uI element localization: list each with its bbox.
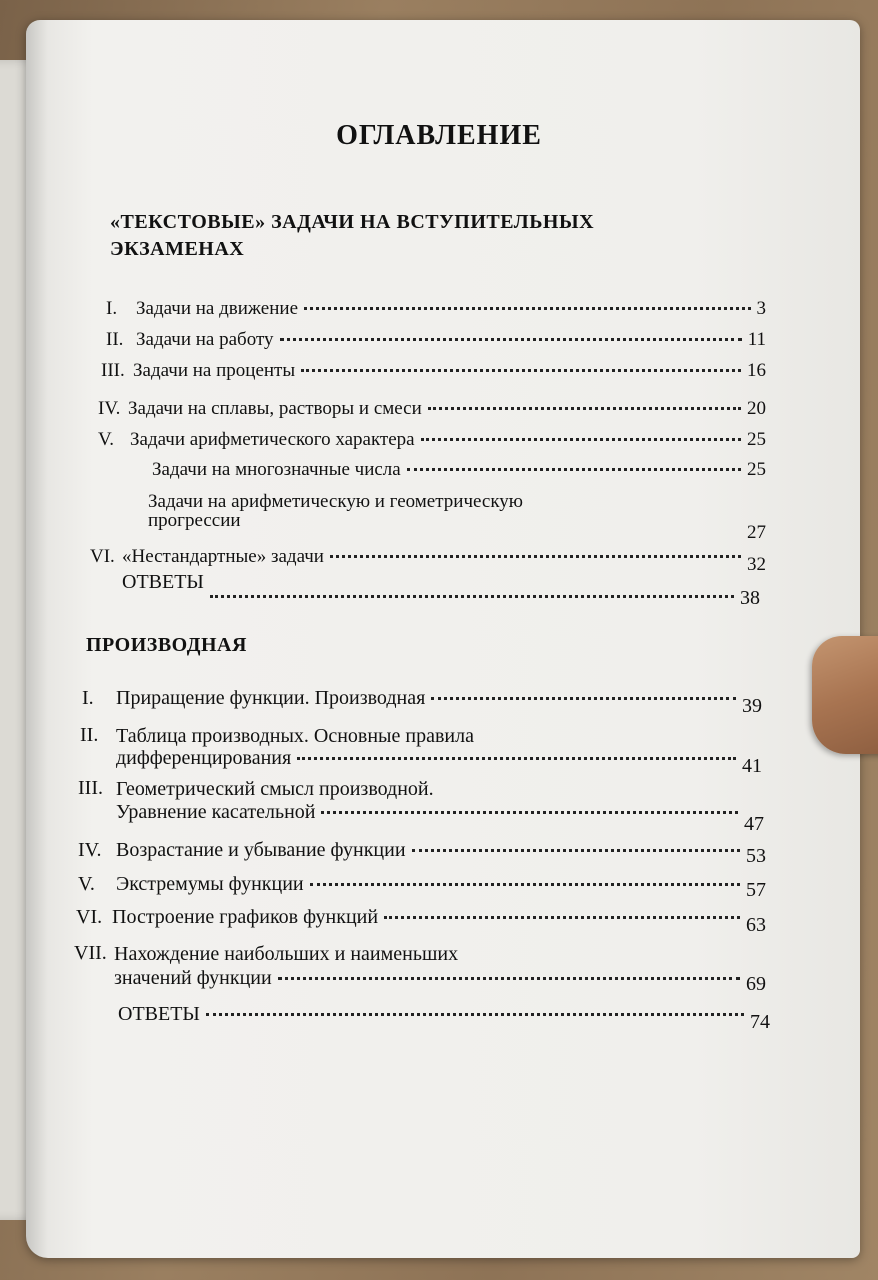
entry-page: 16 bbox=[747, 360, 766, 381]
dot-leader bbox=[384, 915, 740, 919]
entry-title[interactable]: Таблица производных. Основные правила bbox=[116, 725, 474, 747]
entry-title-continued: Уравнение касательной bbox=[116, 801, 316, 823]
entry-title: ОТВЕТЫ bbox=[118, 1003, 200, 1025]
entry-page: 32 bbox=[747, 554, 766, 575]
entry-title: Задачи на проценты bbox=[133, 360, 296, 381]
entry-number: I. bbox=[82, 687, 94, 709]
entry-title: Задачи на многозначные числа bbox=[152, 459, 401, 480]
toc-entry[interactable] bbox=[90, 545, 766, 575]
entry-page: 53 bbox=[746, 845, 766, 867]
entry-title: Задачи на сплавы, растворы и смеси bbox=[128, 398, 422, 419]
dot-leader bbox=[421, 437, 741, 441]
entry-title: Задачи арифметического характера bbox=[130, 429, 415, 450]
entry-number: III. bbox=[101, 360, 125, 381]
entry-title: Задачи на работу bbox=[136, 329, 274, 350]
entry-number: VI. bbox=[90, 546, 115, 567]
entry-page: 57 bbox=[746, 879, 766, 901]
entry-title-continued: прогрессии bbox=[148, 510, 241, 531]
entry-title-continued: значений функции bbox=[114, 967, 272, 989]
entry-page: 41 bbox=[742, 755, 762, 777]
entry-number: II. bbox=[80, 724, 99, 746]
entry-title: Приращение функции. Производная bbox=[116, 687, 426, 709]
section2-heading: ПРОИЗВОДНАЯ bbox=[86, 634, 247, 656]
entry-page: 47 bbox=[744, 813, 764, 835]
toc-entry[interactable] bbox=[106, 328, 766, 352]
dot-leader bbox=[278, 976, 740, 980]
entry-page: 27 bbox=[747, 522, 766, 543]
entry-number: IV. bbox=[78, 839, 102, 861]
toc-entry[interactable] bbox=[82, 686, 762, 717]
dot-leader bbox=[407, 467, 741, 471]
toc-entry[interactable] bbox=[98, 397, 766, 421]
dot-leader bbox=[431, 696, 736, 700]
toc-entry[interactable] bbox=[78, 872, 766, 901]
entry-number: VII. bbox=[74, 942, 107, 964]
dot-leader bbox=[206, 1012, 744, 1016]
toc-entry[interactable] bbox=[98, 428, 766, 452]
entry-title[interactable]: Задачи на арифметическую и геометрическую bbox=[148, 491, 523, 512]
toc-entry[interactable] bbox=[116, 800, 764, 835]
dot-leader bbox=[310, 882, 740, 886]
dot-leader bbox=[297, 756, 736, 760]
thumb bbox=[812, 636, 878, 754]
entry-title: «Нестандартные» задачи bbox=[122, 546, 324, 567]
entry-title: Экстремумы функции bbox=[116, 873, 304, 895]
dot-leader bbox=[280, 337, 742, 341]
toc-entry[interactable] bbox=[114, 966, 766, 995]
entry-number: V. bbox=[78, 873, 95, 895]
toc-entry[interactable] bbox=[76, 905, 766, 936]
entry-title-continued: дифференцирования bbox=[116, 747, 292, 769]
entry-title: Построение графиков функций bbox=[112, 906, 379, 928]
toc-answers[interactable] bbox=[122, 570, 760, 609]
entry-page: 38 bbox=[740, 587, 760, 609]
entry-page: 25 bbox=[747, 459, 766, 480]
entry-page: 25 bbox=[747, 429, 766, 450]
entry-page: 63 bbox=[746, 914, 766, 936]
entry-number: III. bbox=[78, 777, 103, 799]
dot-leader bbox=[321, 810, 738, 814]
section1-heading-line1: «ТЕКСТОВЫЕ» ЗАДАЧИ НА ВСТУПИТЕЛЬНЫХ bbox=[110, 211, 595, 233]
dot-leader bbox=[301, 368, 741, 372]
entry-page: 11 bbox=[747, 329, 766, 350]
toc-entry[interactable] bbox=[116, 746, 762, 777]
page-title: ОГЛАВЛЕНИЕ bbox=[336, 120, 542, 151]
toc-entry[interactable] bbox=[78, 838, 766, 867]
entry-number: IV. bbox=[98, 398, 121, 419]
entry-title[interactable]: Нахождение наибольших и наименьших bbox=[114, 943, 459, 965]
dot-leader bbox=[412, 848, 740, 852]
entry-number: II. bbox=[106, 329, 124, 350]
toc-entry[interactable] bbox=[106, 297, 766, 321]
entry-title: ОТВЕТЫ bbox=[122, 571, 204, 593]
entry-number: V. bbox=[98, 429, 115, 450]
dot-leader bbox=[330, 554, 741, 558]
toc-subentry[interactable] bbox=[152, 458, 766, 482]
entry-page: 39 bbox=[742, 695, 762, 717]
entry-title: Задачи на движение bbox=[136, 298, 299, 319]
entry-title: Возрастание и убывание функции bbox=[116, 839, 406, 861]
entry-page: 69 bbox=[746, 973, 766, 995]
dot-leader bbox=[304, 306, 750, 310]
entry-title[interactable]: Геометрический смысл производной. bbox=[116, 778, 434, 800]
entry-page: 20 bbox=[747, 398, 766, 419]
dot-leader bbox=[210, 594, 734, 598]
toc-subentry[interactable] bbox=[148, 509, 766, 543]
dot-leader bbox=[428, 406, 741, 410]
toc-entry[interactable] bbox=[101, 359, 766, 383]
entry-page: 3 bbox=[756, 298, 766, 319]
entry-number: VI. bbox=[76, 906, 103, 928]
entry-page: 74 bbox=[750, 1011, 770, 1033]
section1-heading-line2: ЭКЗАМЕНАХ bbox=[110, 238, 245, 260]
entry-number: I. bbox=[106, 298, 118, 319]
toc-answers[interactable] bbox=[118, 1002, 770, 1033]
